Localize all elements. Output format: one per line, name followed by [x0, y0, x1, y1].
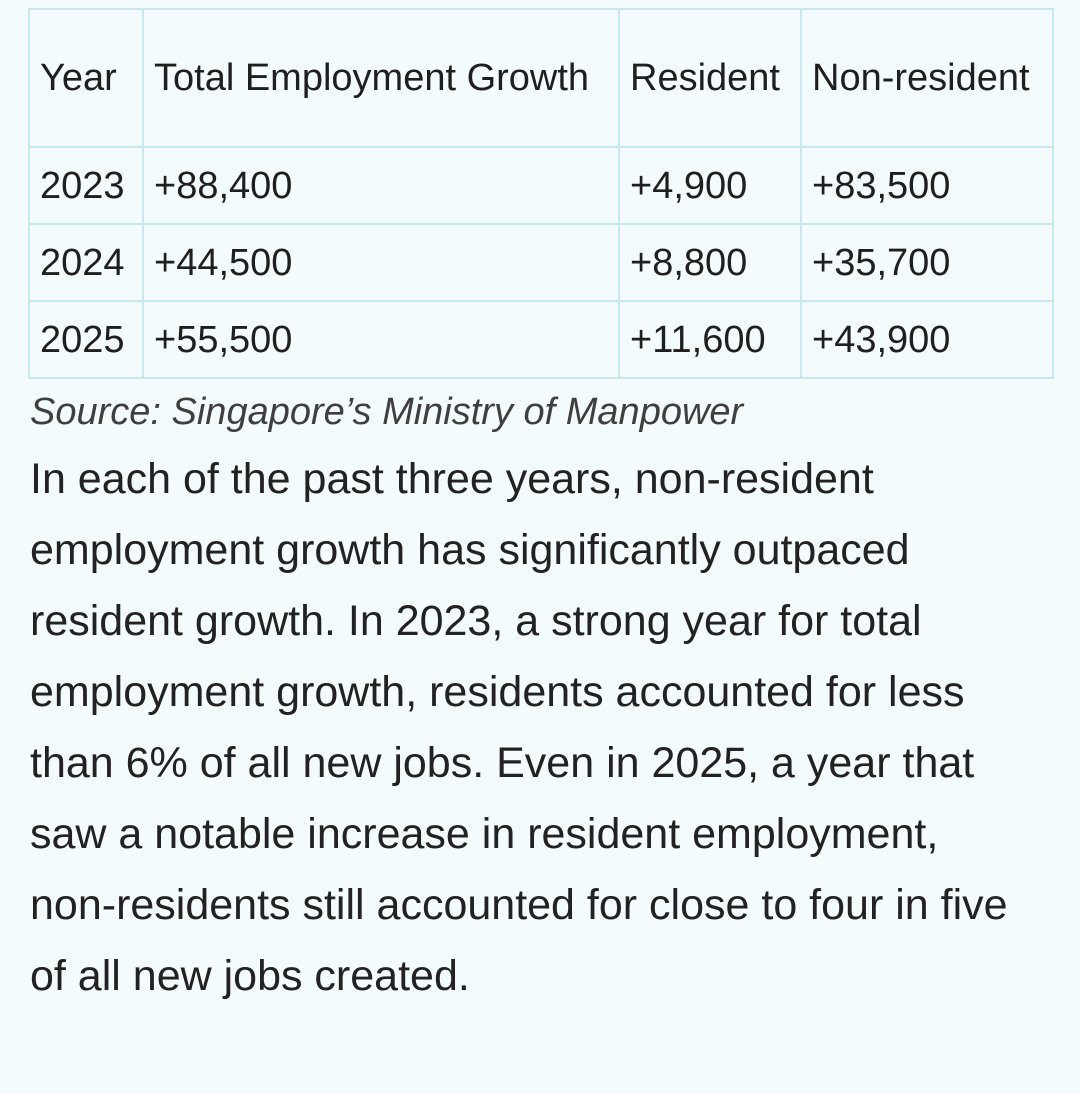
resident-growth-cell: +11,600	[619, 301, 801, 378]
total-growth-cell: +55,500	[143, 301, 619, 378]
source-caption: Source: Singapore’s Ministry of Manpower	[30, 391, 744, 433]
non-resident-column-header: Non-resident	[801, 9, 1053, 147]
year-cell: 2025	[29, 301, 143, 378]
resident-column-header: Resident	[619, 9, 801, 147]
non-resident-growth-cell: +35,700	[801, 224, 1053, 301]
total-growth-cell: +44,500	[143, 224, 619, 301]
resident-growth-cell: +4,900	[619, 147, 801, 224]
table-row	[29, 224, 1053, 301]
year-column-header: Year	[29, 9, 143, 147]
employment-growth-table	[28, 8, 1054, 379]
article-paragraph: In each of the past three years, non-resident employment growth has significantly outpaced resident growth. In 2023, a strong year for total employment growth, residents accounted for less than 6% of all new jobs. Even in 2025, a year that saw a notable increase in resident employment, non-residents still accounted for close to four in five of all new jobs created.	[30, 455, 1008, 1000]
total-employment-growth-column-header: Total Employment Growth	[143, 9, 619, 147]
non-resident-growth-cell: +83,500	[801, 147, 1053, 224]
table-row	[29, 147, 1053, 224]
resident-growth-cell: +8,800	[619, 224, 801, 301]
table-header-row	[29, 9, 1053, 147]
year-cell: 2024	[29, 224, 143, 301]
total-growth-cell: +88,400	[143, 147, 619, 224]
year-cell: 2023	[29, 147, 143, 224]
non-resident-growth-cell: +43,900	[801, 301, 1053, 378]
table-row	[29, 301, 1053, 378]
